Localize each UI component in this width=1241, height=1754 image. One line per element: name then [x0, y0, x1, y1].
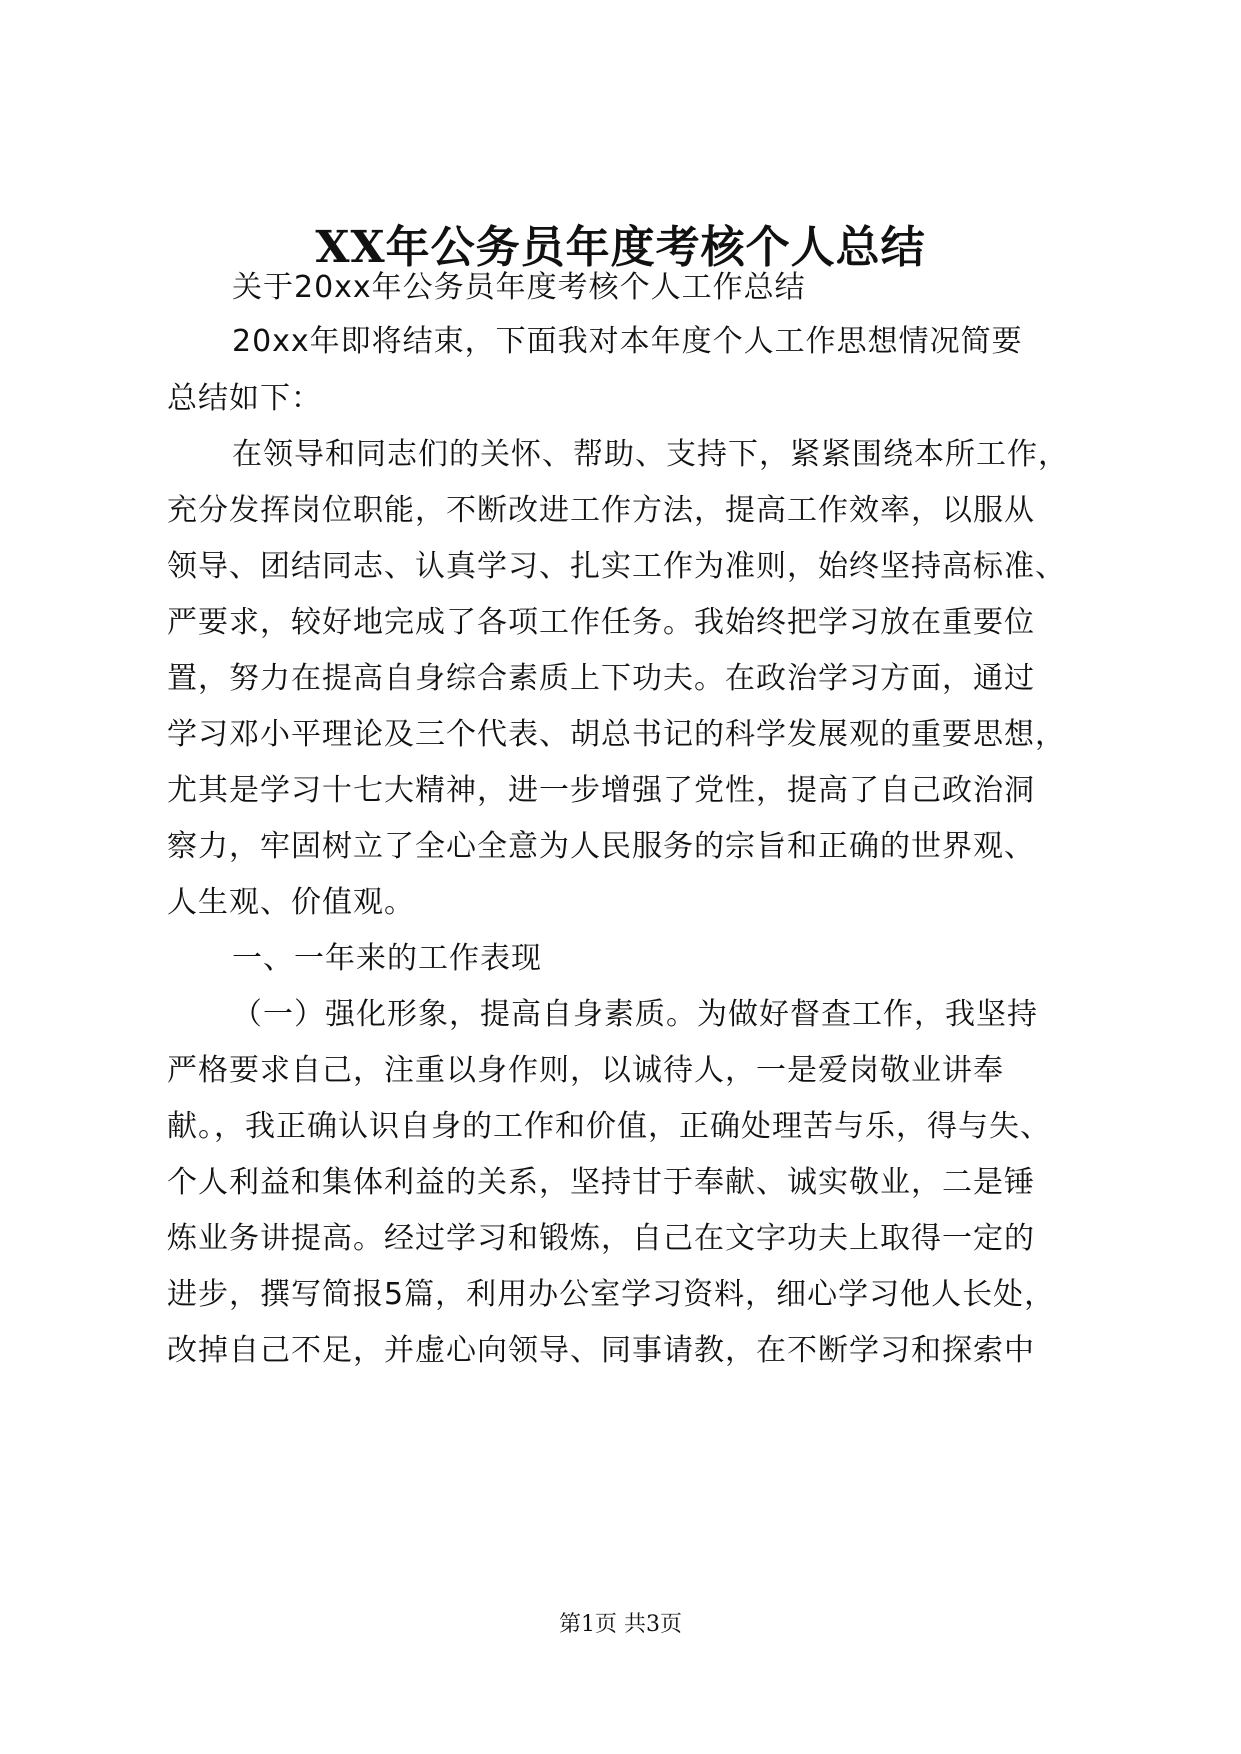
paragraph-line: 20xx年即将结束，下面我对本年度个人工作思想情况简要	[232, 324, 1023, 359]
paragraph-line: 置，努力在提高自身综合素质上下功夫。在政治学习方面，通过	[167, 661, 1035, 696]
paragraph-line: 献。，我正确认识自身的工作和价值，正确处理苦与乐，得与失、	[167, 1109, 1051, 1144]
paragraph-line: 充分发挥岗位职能，不断改进工作方法，提高工作效率，以服从	[167, 493, 1035, 528]
paragraph-line: 进步，撰写简报5篇，利用办公室学习资料，细心学习他人长处，	[167, 1277, 1056, 1312]
paragraph-line: 总结如下：	[167, 381, 322, 416]
paragraph-line: 个人利益和集体利益的关系，坚持甘于奉献、诚实敬业，二是锤	[167, 1165, 1035, 1200]
paragraph-line: 尤其是学习十七大精神，进一步增强了党性，提高了自己政治洞	[167, 773, 1035, 808]
paragraph-line: 在领导和同志们的关怀、帮助、支持下，紧紧围绕本所工作，	[232, 437, 1069, 472]
paragraph-line: 察力，牢固树立了全心全意为人民服务的宗旨和正确的世界观、	[167, 829, 1035, 864]
section-heading: 一、一年来的工作表现	[232, 941, 542, 976]
paragraph-line: 炼业务讲提高。经过学习和锻炼，自己在文字功夫上取得一定的	[167, 1221, 1035, 1256]
subtitle-line: 关于20xx年公务员年度考核个人工作总结	[232, 270, 806, 305]
paragraph-line: 改掉自己不足，并虚心向领导、同事请教，在不断学习和探索中	[167, 1333, 1035, 1368]
paragraph-line: （一）强化形象，提高自身素质。为做好督查工作，我坚持	[232, 997, 1038, 1032]
paragraph-line: 人生观、价值观。	[167, 885, 415, 920]
paragraph-line: 领导、团结同志、认真学习、扎实工作为准则，始终坚持高标准、	[167, 549, 1066, 584]
page-footer: 第1页 共3页	[559, 1612, 682, 1637]
paragraph-line: 学习邓小平理论及三个代表、胡总书记的科学发展观的重要思想，	[167, 717, 1066, 752]
document-title: XX年公务员年度考核个人总结	[315, 222, 926, 273]
paragraph-line: 严格要求自己，注重以身作则，以诚待人，一是爱岗敬业讲奉	[167, 1053, 1004, 1088]
paragraph-line: 严要求，较好地完成了各项工作任务。我始终把学习放在重要位	[167, 605, 1035, 640]
